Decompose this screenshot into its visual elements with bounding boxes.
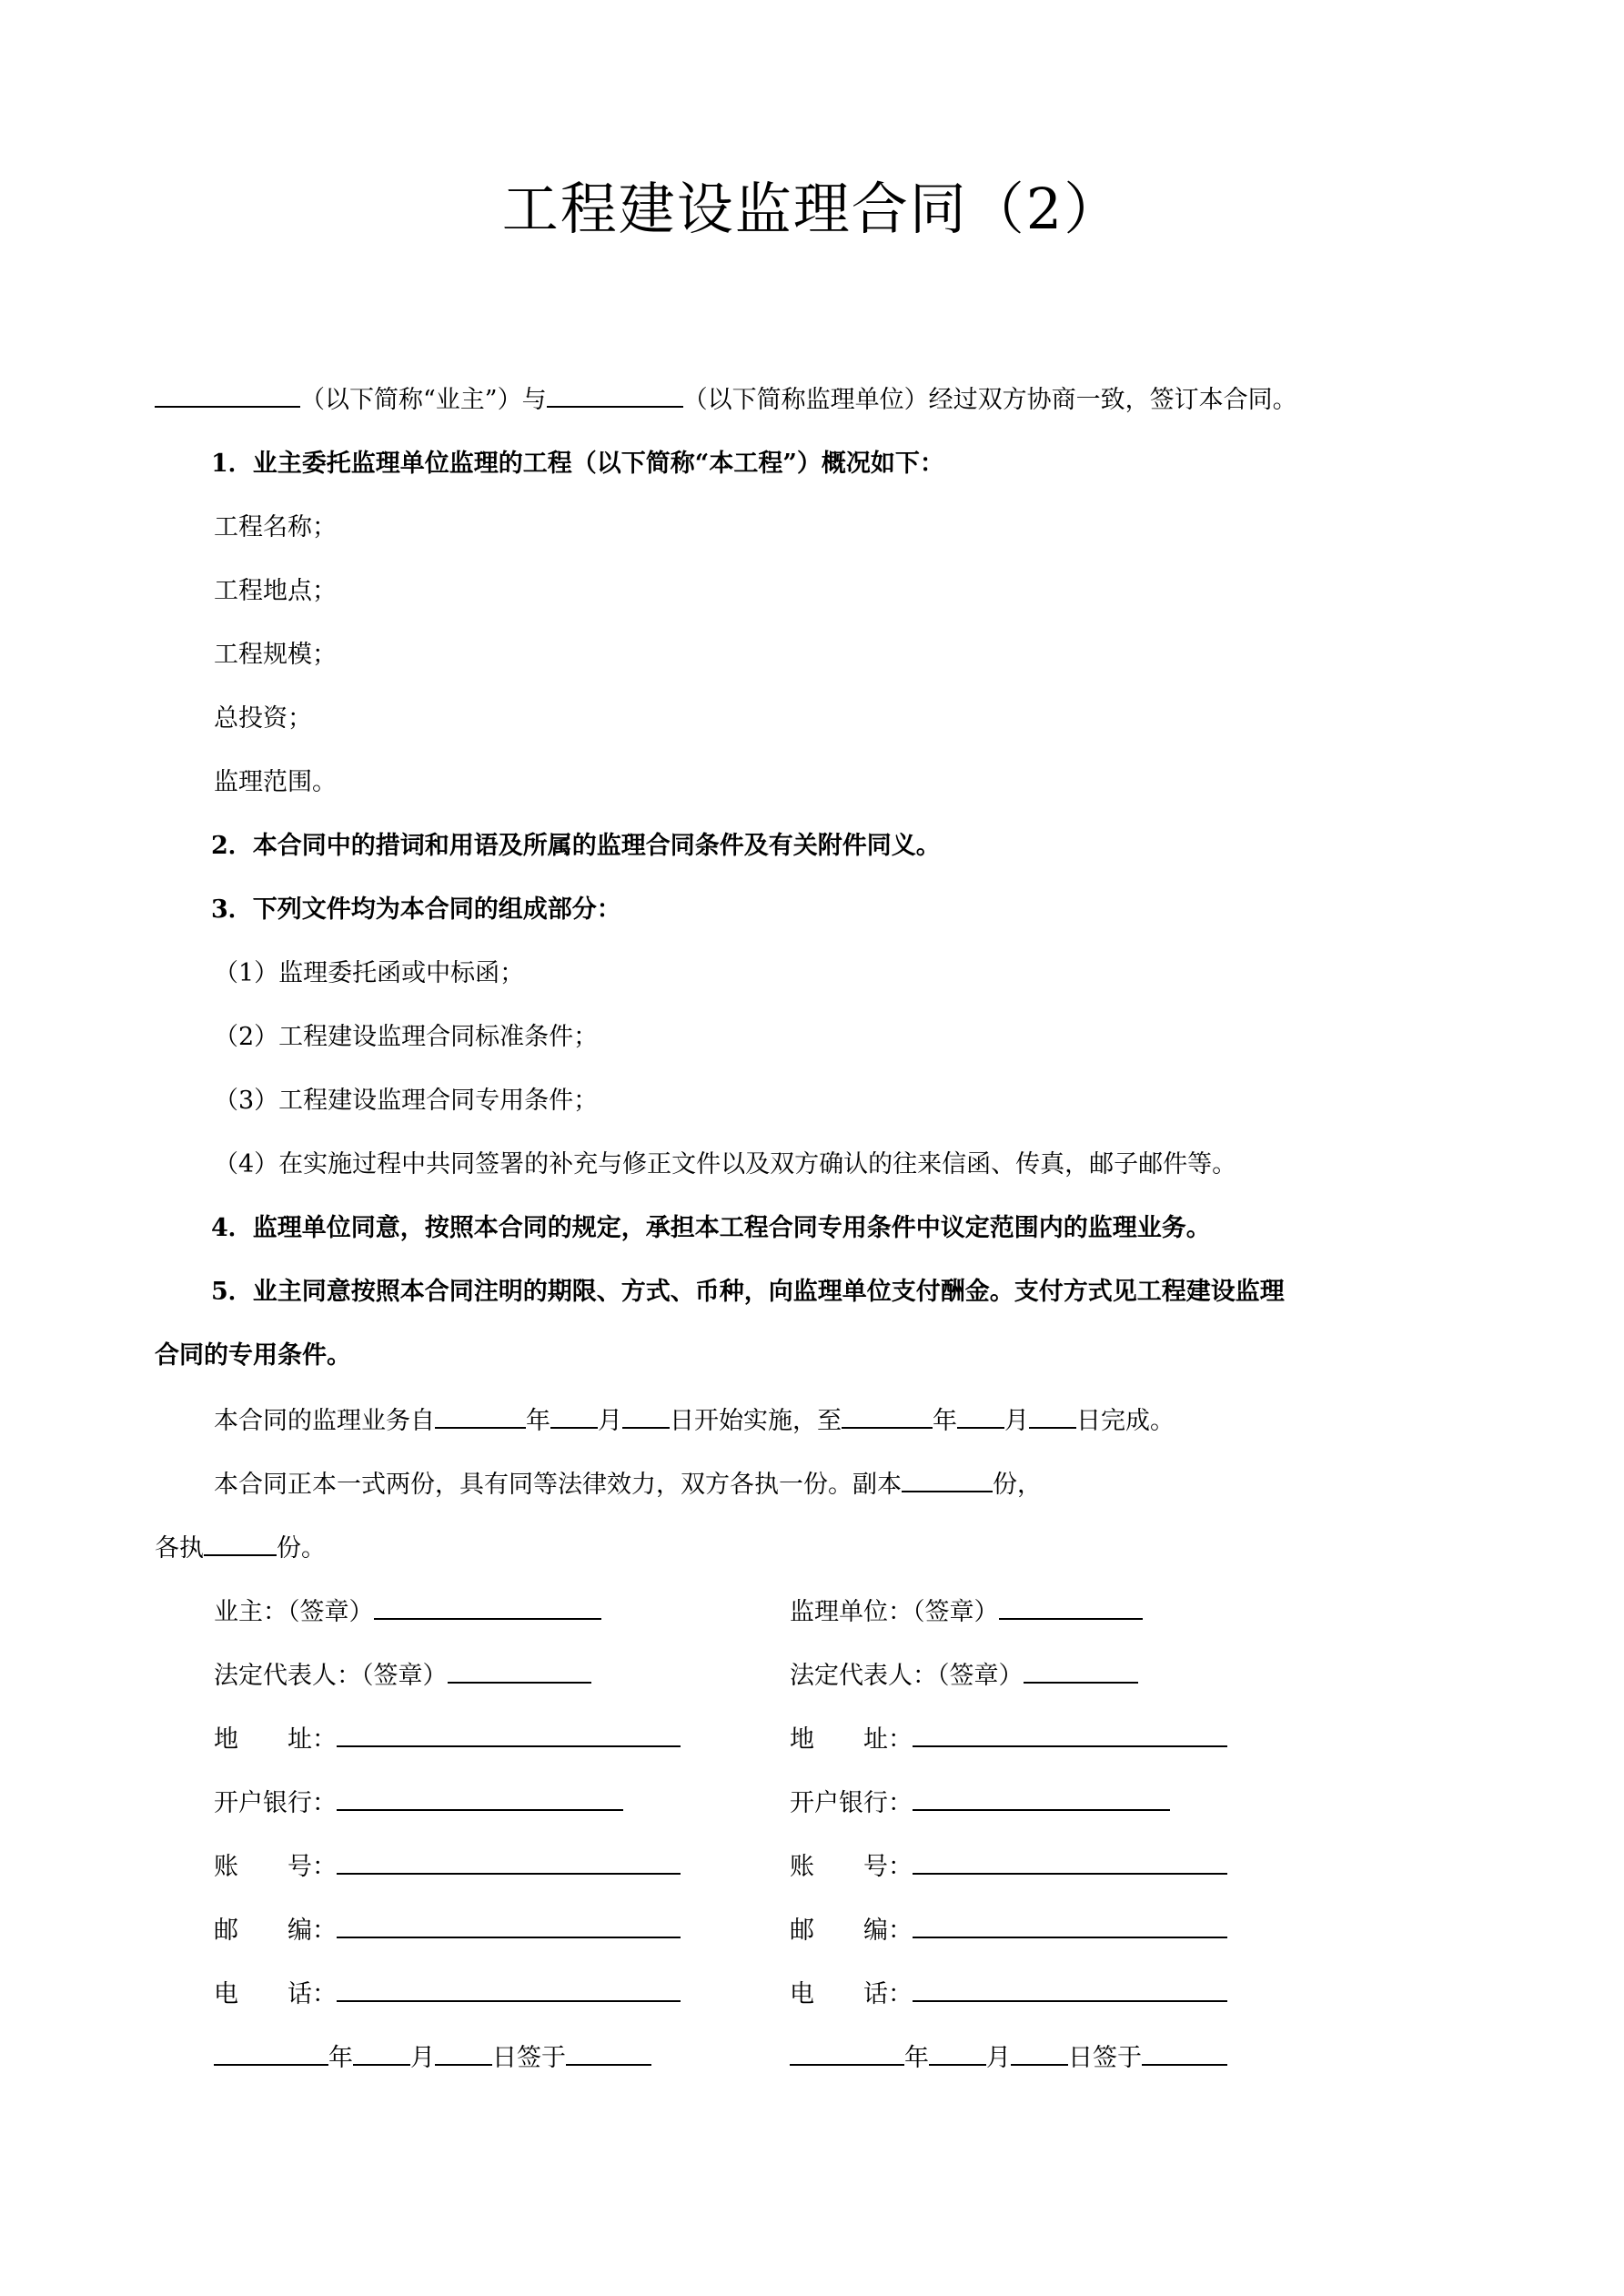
supervisor-postcode-label: 邮 编：: [790, 1917, 913, 1945]
owner-year-label: 年: [328, 2044, 353, 2072]
month-label: 月: [1004, 1407, 1029, 1435]
supervisor-date-row: [790, 2038, 1227, 2077]
document-item-3: （3）工程建设监理合同专用条件；: [214, 1087, 599, 1115]
supervisor-account-blank[interactable]: [913, 1847, 1227, 1875]
intro-text-2: （以下简称监理单位）经过双方协商一致，签订本合同。: [682, 386, 1297, 414]
owner-postcode-label: 邮 编：: [214, 1917, 337, 1945]
supervisor-bank-row: [790, 1784, 1170, 1822]
owner-month-blank[interactable]: [353, 2038, 410, 2066]
owner-rep-blank[interactable]: [448, 1656, 591, 1684]
supervisor-phone-label: 电 话：: [790, 1980, 913, 2008]
intro-text-1: （以下简称“业主”）与: [300, 386, 547, 414]
copies-paragraph-2: [155, 1529, 326, 1567]
supervisor-month-label: 月: [986, 2044, 1011, 2072]
owner-account-blank[interactable]: [337, 1847, 681, 1875]
owner-day-blank[interactable]: [435, 2038, 492, 2066]
owner-phone-label: 电 话：: [214, 1980, 337, 2008]
supervisor-signed-at-label: 日签于: [1068, 2044, 1142, 2072]
copies-suffix: 份。: [277, 1534, 326, 1563]
owner-address-label: 地 址：: [214, 1725, 337, 1754]
supervision-scope-item: 监理范围。: [214, 768, 337, 796]
supervisor-postcode-blank[interactable]: [913, 1911, 1227, 1938]
supervisor-seal-label: 监理单位：（签章）: [790, 1598, 999, 1626]
term-prefix: 本合同的监理业务自: [214, 1407, 435, 1435]
clause-5-line-2: 合同的专用条件。: [155, 1341, 351, 1370]
each-holds-text: 各执: [155, 1534, 204, 1563]
owner-rep-row: [214, 1656, 591, 1694]
clause-1-heading: 1．业主委托监理单位监理的工程（以下简称“本工程”）概况如下：: [211, 450, 944, 478]
owner-signed-at-label: 日签于: [492, 2044, 566, 2072]
supervisor-address-blank[interactable]: [913, 1720, 1227, 1747]
end-month-blank[interactable]: [957, 1401, 1004, 1429]
owner-account-row: [214, 1847, 681, 1886]
start-month-blank[interactable]: [550, 1401, 598, 1429]
owner-date-row: [214, 2038, 651, 2077]
copies-unit: 份，: [993, 1471, 1042, 1499]
owner-signed-place-blank[interactable]: [566, 2038, 651, 2066]
owner-seal-row: [214, 1593, 601, 1631]
year-label: 年: [933, 1407, 957, 1435]
project-scale-item: 工程规模；: [214, 641, 337, 669]
supervisor-address-row: [790, 1720, 1227, 1758]
supervisor-bank-label: 开户银行：: [790, 1789, 913, 1817]
owner-seal-label: 业主：（签章）: [214, 1598, 374, 1626]
owner-phone-row: [214, 1975, 681, 2013]
owner-account-label: 账 号：: [214, 1853, 337, 1881]
term-paragraph: [214, 1401, 1175, 1440]
document-item-4: （4）在实施过程中共同签署的补充与修正文件以及双方确认的往来信函、传真，邮子邮件等。: [214, 1150, 1237, 1178]
owner-address-blank[interactable]: [337, 1720, 681, 1747]
owner-rep-label: 法定代表人：（签章）: [214, 1662, 448, 1690]
owner-address-row: [214, 1720, 681, 1758]
supervisor-name-blank[interactable]: [547, 380, 683, 408]
supervisor-phone-row: [790, 1975, 1227, 2013]
clause-2: 2．本合同中的措词和用语及所属的监理合同条件及有关附件同义。: [211, 832, 941, 860]
owner-name-blank[interactable]: [155, 380, 300, 408]
duplicate-count-blank[interactable]: [902, 1465, 993, 1492]
supervisor-rep-blank[interactable]: [1024, 1656, 1138, 1684]
term-end-text: 日完成。: [1076, 1407, 1175, 1435]
start-year-blank[interactable]: [435, 1401, 526, 1429]
owner-phone-blank[interactable]: [337, 1975, 681, 2002]
supervisor-rep-label: 法定代表人：（签章）: [790, 1662, 1024, 1690]
end-day-blank[interactable]: [1029, 1401, 1076, 1429]
supervisor-account-row: [790, 1847, 1227, 1886]
clause-4: 4．监理单位同意，按照本合同的规定，承担本工程合同专用条件中议定范围内的监理业务。: [211, 1214, 1211, 1242]
copies-paragraph: [214, 1465, 1042, 1503]
supervisor-signed-place-blank[interactable]: [1142, 2038, 1227, 2066]
clause-3-heading: 3．下列文件均为本合同的组成部分：: [211, 895, 621, 924]
each-holds-count-blank[interactable]: [204, 1529, 277, 1556]
document-title: 工程建设监理合同（2）: [501, 176, 1123, 242]
supervisor-postcode-row: [790, 1911, 1227, 1949]
document-item-2: （2）工程建设监理合同标准条件；: [214, 1023, 599, 1051]
owner-month-label: 月: [410, 2044, 435, 2072]
supervisor-bank-blank[interactable]: [913, 1784, 1170, 1811]
supervisor-month-blank[interactable]: [929, 2038, 986, 2066]
owner-bank-blank[interactable]: [337, 1784, 623, 1811]
supervisor-year-label: 年: [904, 2044, 929, 2072]
supervisor-rep-row: [790, 1656, 1138, 1694]
month-label: 月: [598, 1407, 622, 1435]
total-investment-item: 总投资；: [214, 704, 312, 733]
clause-5-line-1: 5．业主同意按照本合同注明的期限、方式、币种，向监理单位支付酬金。支付方式见工程建设监理: [211, 1278, 1285, 1306]
start-day-blank[interactable]: [622, 1401, 670, 1429]
owner-year-blank[interactable]: [214, 2038, 328, 2066]
intro-paragraph: [155, 380, 1297, 419]
supervisor-phone-blank[interactable]: [913, 1975, 1227, 2002]
owner-seal-blank[interactable]: [374, 1593, 601, 1620]
supervisor-year-blank[interactable]: [790, 2038, 904, 2066]
copies-text: 本合同正本一式两份，具有同等法律效力，双方各执一份。副本: [214, 1471, 902, 1499]
supervisor-seal-row: [790, 1593, 1143, 1631]
supervisor-address-label: 地 址：: [790, 1725, 913, 1754]
project-name-item: 工程名称；: [214, 513, 337, 541]
owner-bank-row: [214, 1784, 623, 1822]
document-item-1: （1）监理委托函或中标函；: [214, 959, 525, 987]
owner-postcode-blank[interactable]: [337, 1911, 681, 1938]
owner-bank-label: 开户银行：: [214, 1789, 337, 1817]
end-year-blank[interactable]: [842, 1401, 933, 1429]
term-start-text: 日开始实施，至: [670, 1407, 842, 1435]
supervisor-day-blank[interactable]: [1011, 2038, 1068, 2066]
supervisor-seal-blank[interactable]: [999, 1593, 1143, 1620]
owner-postcode-row: [214, 1911, 681, 1949]
project-location-item: 工程地点；: [214, 577, 337, 605]
supervisor-account-label: 账 号：: [790, 1853, 913, 1881]
year-label: 年: [526, 1407, 550, 1435]
